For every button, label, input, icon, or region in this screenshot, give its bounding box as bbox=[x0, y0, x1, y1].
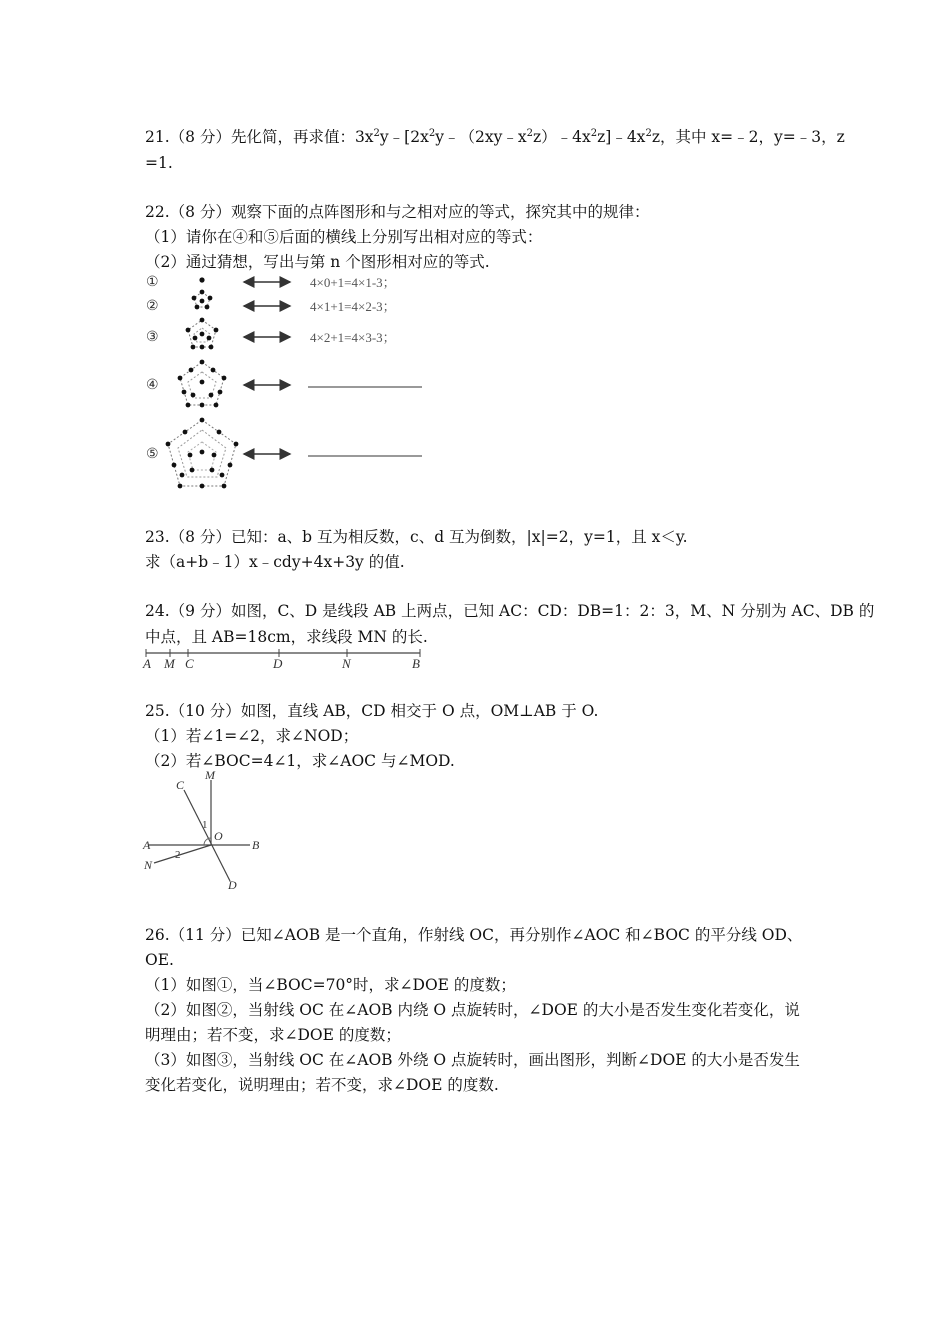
segment-ab-figure bbox=[140, 646, 430, 670]
q22-part2: （2）通过猜想，写出与第 n 个图形相对应的等式. bbox=[145, 253, 490, 271]
point-label-n: N bbox=[342, 656, 351, 670]
svg-text:M: M bbox=[205, 768, 215, 782]
dot-pattern-4 bbox=[178, 360, 227, 408]
row-num-3: ③ bbox=[146, 330, 159, 345]
q21-line2: =1. bbox=[145, 154, 173, 172]
equation-2: 4×1+1=4×2-3； bbox=[310, 299, 396, 314]
q25-part1: （1）若∠1=∠2，求∠NOD； bbox=[145, 727, 359, 745]
q26-part3b: 变化若变化，说明理由；若不变，求∠DOE 的度数. bbox=[145, 1076, 499, 1094]
q26-part1: （1）如图①，当∠BOC=70°时，求∠DOE 的度数； bbox=[145, 976, 516, 994]
q24-line2: 中点，且 AB=18cm，求线段 MN 的长. bbox=[145, 628, 428, 646]
q26-part3a: （3）如图③，当射线 OC 在∠AOB 外绕 O 点旋转时，画出图形，判断∠DOE 的大小是否发生 bbox=[145, 1051, 800, 1069]
row-num-1: ① bbox=[146, 275, 159, 290]
q23-line2: 求（a+b﹣1）x﹣cdy+4x+3y 的值. bbox=[145, 553, 405, 571]
point-label-a: A bbox=[143, 656, 151, 670]
svg-text:1: 1 bbox=[202, 819, 208, 831]
point-label-m: M bbox=[164, 656, 175, 670]
row-num-5: ⑤ bbox=[146, 447, 159, 462]
equation-3: 4×2+1=4×3-3； bbox=[310, 330, 396, 345]
equation-1: 4×0+1=4×1-3； bbox=[310, 275, 396, 290]
svg-text:A: A bbox=[143, 838, 151, 852]
q26-part2b: 明理由；若不变，求∠DOE 的度数； bbox=[145, 1026, 401, 1044]
svg-text:2: 2 bbox=[175, 849, 181, 861]
q26-part2a: （2）如图②，当射线 OC 在∠AOB 内绕 O 点旋转时，∠DOE 的大小是否发生变化若变化，说 bbox=[145, 1001, 800, 1019]
row-num-2: ② bbox=[146, 299, 159, 314]
q22-part1: （1）请你在④和⑤后面的横线上分别写出相对应的等式： bbox=[145, 228, 543, 246]
q25-line1: 25.（10 分）如图，直线 AB，CD 相交于 O 点，OM⊥AB 于 O. bbox=[145, 702, 599, 720]
svg-text:O: O bbox=[214, 829, 223, 843]
svg-text:B: B bbox=[252, 838, 260, 852]
intersecting-lines-figure bbox=[140, 768, 270, 892]
q24-line1: 24.（9 分）如图，C、D 是线段 AB 上两点，已知 AC：CD：DB=1：2：3，M、N 分别为 AC、DB 的 bbox=[145, 602, 875, 620]
svg-text:D: D bbox=[228, 878, 237, 892]
q21-line1: 21.（8 分）先化简，再求值：$3x^2y﹣[2x^2y﹣(2xy﹣x^2z)﹣4x^2z]﹣4x^2z$，其中 x=﹣2，y=﹣3，z bbox=[145, 128, 845, 146]
q23-line1: 23.（8 分）已知：a、b 互为相反数，c、d 互为倒数，|x|=2，y=1，且 x＜y. bbox=[145, 528, 688, 546]
q25-part2: （2）若∠BOC=4∠1，求∠AOC 与∠MOD. bbox=[145, 752, 455, 770]
point-label-d: D bbox=[273, 656, 283, 670]
dot-pattern-5 bbox=[166, 418, 239, 489]
dot-pattern-3 bbox=[186, 318, 219, 350]
q26-line2: OE. bbox=[145, 951, 174, 969]
q22-title: 22.（8 分）观察下面的点阵图形和与之相对应的等式，探究其中的规律： bbox=[145, 203, 650, 221]
point-label-c: C bbox=[185, 656, 194, 670]
dot-pattern-2 bbox=[192, 290, 213, 310]
point-label-b: B bbox=[412, 656, 420, 670]
dot-pattern-figure bbox=[140, 270, 440, 495]
row-num-4: ④ bbox=[146, 378, 159, 393]
q26-line1: 26.（11 分）已知∠AOB 是一个直角，作射线 OC，再分别作∠AOC 和∠BOC 的平分线 OD、 bbox=[145, 926, 803, 944]
dot-pattern-1 bbox=[199, 277, 204, 282]
svg-text:C: C bbox=[176, 778, 185, 792]
svg-text:N: N bbox=[144, 858, 153, 872]
